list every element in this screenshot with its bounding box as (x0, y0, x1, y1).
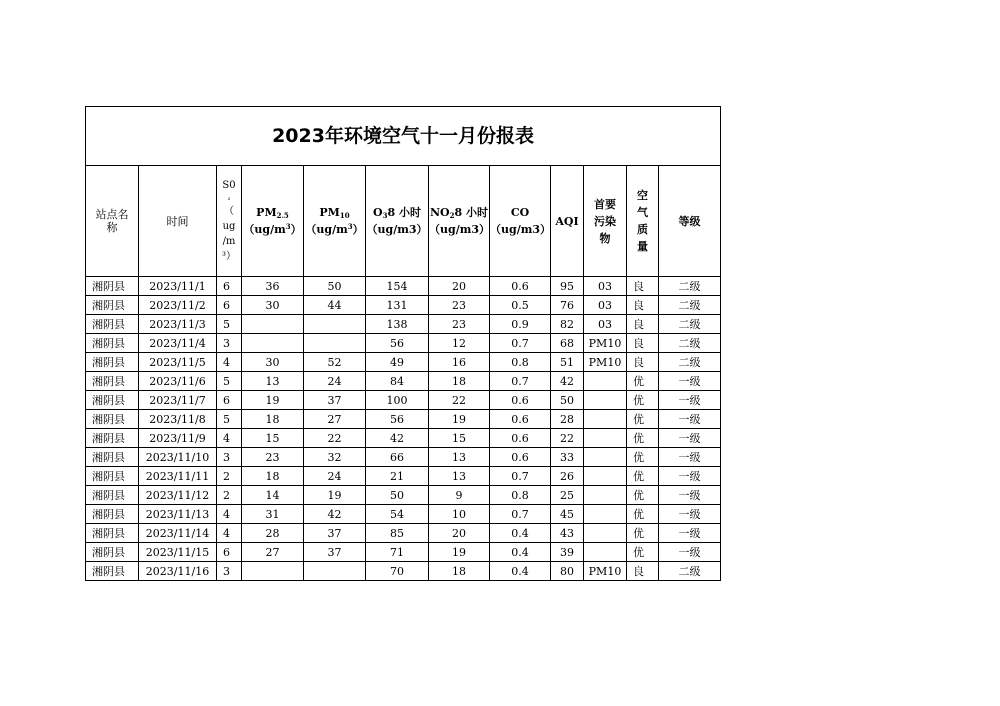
cell-no2: 18 (429, 372, 490, 391)
cell-aqi: 95 (551, 277, 584, 296)
cell-pm10: 32 (304, 448, 366, 467)
cell-so2: 4 (217, 505, 242, 524)
header-primary-pollutant: 首要 污染 物 (584, 166, 627, 277)
cell-date: 2023/11/14 (139, 524, 217, 543)
cell-aqi: 82 (551, 315, 584, 334)
cell-pm25 (242, 562, 304, 581)
cell-quality: 良 (627, 353, 659, 372)
table-row (86, 296, 721, 315)
cell-o3: 42 (366, 429, 429, 448)
cell-so2: 2 (217, 467, 242, 486)
cell-aqi: 26 (551, 467, 584, 486)
cell-pm10: 22 (304, 429, 366, 448)
cell-aqi: 28 (551, 410, 584, 429)
cell-quality: 优 (627, 543, 659, 562)
cell-so2: 4 (217, 353, 242, 372)
cell-pm10: 37 (304, 524, 366, 543)
cell-station: 湘阴县 (86, 334, 139, 353)
cell-no2: 23 (429, 315, 490, 334)
cell-co: 0.6 (490, 410, 551, 429)
cell-primary-pollutant: PM10 (584, 353, 627, 372)
cell-pm25: 36 (242, 277, 304, 296)
cell-station: 湘阴县 (86, 505, 139, 524)
table-row (86, 353, 721, 372)
cell-co: 0.7 (490, 505, 551, 524)
cell-date: 2023/11/8 (139, 410, 217, 429)
cell-aqi: 76 (551, 296, 584, 315)
cell-no2: 20 (429, 524, 490, 543)
cell-pm25 (242, 315, 304, 334)
header-row (86, 166, 721, 277)
cell-so2: 5 (217, 410, 242, 429)
cell-primary-pollutant (584, 372, 627, 391)
cell-co: 0.6 (490, 391, 551, 410)
cell-pm25: 14 (242, 486, 304, 505)
table-row (86, 429, 721, 448)
cell-co: 0.6 (490, 448, 551, 467)
cell-pm10: 44 (304, 296, 366, 315)
cell-pm10 (304, 315, 366, 334)
cell-so2: 5 (217, 315, 242, 334)
cell-primary-pollutant (584, 448, 627, 467)
table-row (86, 543, 721, 562)
header-time: 时间 (139, 166, 217, 277)
air-quality-report-table (85, 106, 721, 581)
table-row (86, 467, 721, 486)
header-aqi: AQI (551, 166, 584, 277)
cell-co: 0.7 (490, 372, 551, 391)
cell-so2: 3 (217, 334, 242, 353)
cell-co: 0.8 (490, 353, 551, 372)
cell-grade: 一级 (659, 372, 721, 391)
cell-grade: 一级 (659, 524, 721, 543)
table-row (86, 372, 721, 391)
cell-station: 湘阴县 (86, 486, 139, 505)
cell-no2: 10 (429, 505, 490, 524)
cell-primary-pollutant: PM10 (584, 334, 627, 353)
cell-aqi: 39 (551, 543, 584, 562)
cell-date: 2023/11/15 (139, 543, 217, 562)
header-co: CO （ug/m3） (490, 166, 551, 277)
cell-o3: 56 (366, 334, 429, 353)
cell-date: 2023/11/2 (139, 296, 217, 315)
cell-station: 湘阴县 (86, 467, 139, 486)
cell-primary-pollutant: PM10 (584, 562, 627, 581)
cell-primary-pollutant (584, 543, 627, 562)
cell-aqi: 42 (551, 372, 584, 391)
cell-o3: 49 (366, 353, 429, 372)
cell-station: 湘阴县 (86, 562, 139, 581)
cell-co: 0.4 (490, 543, 551, 562)
cell-aqi: 80 (551, 562, 584, 581)
cell-pm10 (304, 334, 366, 353)
cell-aqi: 43 (551, 524, 584, 543)
cell-o3: 21 (366, 467, 429, 486)
cell-so2: 6 (217, 543, 242, 562)
cell-pm25: 19 (242, 391, 304, 410)
cell-pm25: 15 (242, 429, 304, 448)
cell-so2: 3 (217, 562, 242, 581)
cell-quality: 优 (627, 391, 659, 410)
cell-date: 2023/11/1 (139, 277, 217, 296)
header-station: 站点名称 (86, 166, 139, 277)
cell-station: 湘阴县 (86, 410, 139, 429)
cell-so2: 5 (217, 372, 242, 391)
cell-pm10: 42 (304, 505, 366, 524)
cell-quality: 良 (627, 334, 659, 353)
cell-quality: 优 (627, 524, 659, 543)
cell-so2: 3 (217, 448, 242, 467)
cell-grade: 一级 (659, 467, 721, 486)
cell-date: 2023/11/6 (139, 372, 217, 391)
cell-co: 0.4 (490, 562, 551, 581)
cell-quality: 优 (627, 410, 659, 429)
cell-primary-pollutant (584, 391, 627, 410)
table-row (86, 486, 721, 505)
cell-o3: 131 (366, 296, 429, 315)
cell-primary-pollutant (584, 524, 627, 543)
cell-co: 0.4 (490, 524, 551, 543)
cell-pm10: 24 (304, 467, 366, 486)
cell-so2: 6 (217, 391, 242, 410)
cell-no2: 23 (429, 296, 490, 315)
cell-grade: 一级 (659, 486, 721, 505)
table-row (86, 277, 721, 296)
cell-date: 2023/11/13 (139, 505, 217, 524)
cell-pm10: 37 (304, 543, 366, 562)
cell-o3: 71 (366, 543, 429, 562)
cell-so2: 6 (217, 296, 242, 315)
cell-aqi: 45 (551, 505, 584, 524)
table-row (86, 562, 721, 581)
header-no2: $NO_28$ 小时 （ug/m3） (429, 166, 490, 277)
cell-no2: 22 (429, 391, 490, 410)
cell-station: 湘阴县 (86, 296, 139, 315)
cell-no2: 13 (429, 467, 490, 486)
cell-aqi: 50 (551, 391, 584, 410)
cell-aqi: 25 (551, 486, 584, 505)
header-pm25: $PM_{2.5}$ $(ug/m^3)$ (242, 166, 304, 277)
table-row (86, 448, 721, 467)
header-o3: $O_38$ 小时 （ug/m3） (366, 166, 429, 277)
cell-o3: 54 (366, 505, 429, 524)
cell-no2: 18 (429, 562, 490, 581)
cell-pm10: 52 (304, 353, 366, 372)
table-row (86, 410, 721, 429)
cell-co: 0.6 (490, 429, 551, 448)
cell-date: 2023/11/11 (139, 467, 217, 486)
cell-pm10: 50 (304, 277, 366, 296)
cell-pm25: 18 (242, 410, 304, 429)
cell-station: 湘阴县 (86, 315, 139, 334)
cell-grade: 一级 (659, 543, 721, 562)
cell-station: 湘阴县 (86, 543, 139, 562)
cell-primary-pollutant (584, 467, 627, 486)
cell-o3: 85 (366, 524, 429, 543)
cell-no2: 12 (429, 334, 490, 353)
cell-station: 湘阴县 (86, 277, 139, 296)
cell-primary-pollutant (584, 505, 627, 524)
cell-pm10: 19 (304, 486, 366, 505)
cell-o3: 100 (366, 391, 429, 410)
table-row (86, 315, 721, 334)
cell-date: 2023/11/3 (139, 315, 217, 334)
cell-pm25 (242, 334, 304, 353)
cell-o3: 84 (366, 372, 429, 391)
cell-o3: 138 (366, 315, 429, 334)
cell-grade: 一级 (659, 429, 721, 448)
table-row (86, 524, 721, 543)
cell-o3: 154 (366, 277, 429, 296)
cell-quality: 优 (627, 372, 659, 391)
cell-pm25: 30 (242, 296, 304, 315)
cell-date: 2023/11/16 (139, 562, 217, 581)
cell-grade: 二级 (659, 353, 721, 372)
cell-grade: 二级 (659, 277, 721, 296)
cell-primary-pollutant: 03 (584, 277, 627, 296)
cell-pm10: 24 (304, 372, 366, 391)
cell-quality: 良 (627, 562, 659, 581)
cell-quality: 优 (627, 467, 659, 486)
cell-aqi: 22 (551, 429, 584, 448)
cell-date: 2023/11/4 (139, 334, 217, 353)
cell-quality: 优 (627, 429, 659, 448)
cell-quality: 良 (627, 296, 659, 315)
cell-so2: 6 (217, 277, 242, 296)
table-row (86, 391, 721, 410)
cell-no2: 9 (429, 486, 490, 505)
cell-pm25: 13 (242, 372, 304, 391)
cell-co: 0.7 (490, 467, 551, 486)
cell-aqi: 33 (551, 448, 584, 467)
cell-quality: 优 (627, 505, 659, 524)
cell-o3: 66 (366, 448, 429, 467)
cell-pm10 (304, 562, 366, 581)
cell-so2: 2 (217, 486, 242, 505)
cell-station: 湘阴县 (86, 353, 139, 372)
cell-primary-pollutant: 03 (584, 315, 627, 334)
cell-so2: 4 (217, 524, 242, 543)
cell-co: 0.6 (490, 277, 551, 296)
header-so2: S0 ₂ （ ug /m ³） (217, 166, 242, 277)
cell-no2: 20 (429, 277, 490, 296)
cell-grade: 一级 (659, 410, 721, 429)
table-row (86, 334, 721, 353)
cell-grade: 二级 (659, 562, 721, 581)
cell-grade: 一级 (659, 391, 721, 410)
cell-co: 0.7 (490, 334, 551, 353)
cell-no2: 16 (429, 353, 490, 372)
cell-pm10: 37 (304, 391, 366, 410)
cell-grade: 二级 (659, 334, 721, 353)
cell-grade: 一级 (659, 448, 721, 467)
cell-date: 2023/11/12 (139, 486, 217, 505)
cell-pm25: 18 (242, 467, 304, 486)
cell-primary-pollutant (584, 486, 627, 505)
cell-pm25: 30 (242, 353, 304, 372)
cell-o3: 70 (366, 562, 429, 581)
cell-quality: 优 (627, 486, 659, 505)
cell-aqi: 51 (551, 353, 584, 372)
cell-so2: 4 (217, 429, 242, 448)
cell-no2: 19 (429, 543, 490, 562)
cell-station: 湘阴县 (86, 391, 139, 410)
cell-station: 湘阴县 (86, 524, 139, 543)
cell-co: 0.8 (490, 486, 551, 505)
cell-station: 湘阴县 (86, 372, 139, 391)
cell-pm25: 23 (242, 448, 304, 467)
report-title: 2023年环境空气十一月份报表 (86, 107, 721, 166)
cell-station: 湘阴县 (86, 448, 139, 467)
cell-date: 2023/11/7 (139, 391, 217, 410)
cell-pm25: 27 (242, 543, 304, 562)
cell-co: 0.9 (490, 315, 551, 334)
header-air-quality: 空 气 质 量 (627, 166, 659, 277)
cell-no2: 13 (429, 448, 490, 467)
cell-o3: 56 (366, 410, 429, 429)
cell-date: 2023/11/10 (139, 448, 217, 467)
cell-quality: 良 (627, 315, 659, 334)
cell-date: 2023/11/5 (139, 353, 217, 372)
cell-pm25: 31 (242, 505, 304, 524)
cell-quality: 良 (627, 277, 659, 296)
cell-grade: 一级 (659, 505, 721, 524)
cell-quality: 优 (627, 448, 659, 467)
cell-primary-pollutant: 03 (584, 296, 627, 315)
cell-o3: 50 (366, 486, 429, 505)
cell-no2: 19 (429, 410, 490, 429)
cell-primary-pollutant (584, 429, 627, 448)
cell-station: 湘阴县 (86, 429, 139, 448)
cell-pm10: 27 (304, 410, 366, 429)
cell-date: 2023/11/9 (139, 429, 217, 448)
cell-grade: 二级 (659, 315, 721, 334)
cell-co: 0.5 (490, 296, 551, 315)
cell-grade: 二级 (659, 296, 721, 315)
table-row (86, 505, 721, 524)
cell-primary-pollutant (584, 410, 627, 429)
cell-no2: 15 (429, 429, 490, 448)
cell-aqi: 68 (551, 334, 584, 353)
header-grade: 等级 (659, 166, 721, 277)
cell-pm25: 28 (242, 524, 304, 543)
header-pm10: $PM_{10}$ $(ug/m^3)$ (304, 166, 366, 277)
